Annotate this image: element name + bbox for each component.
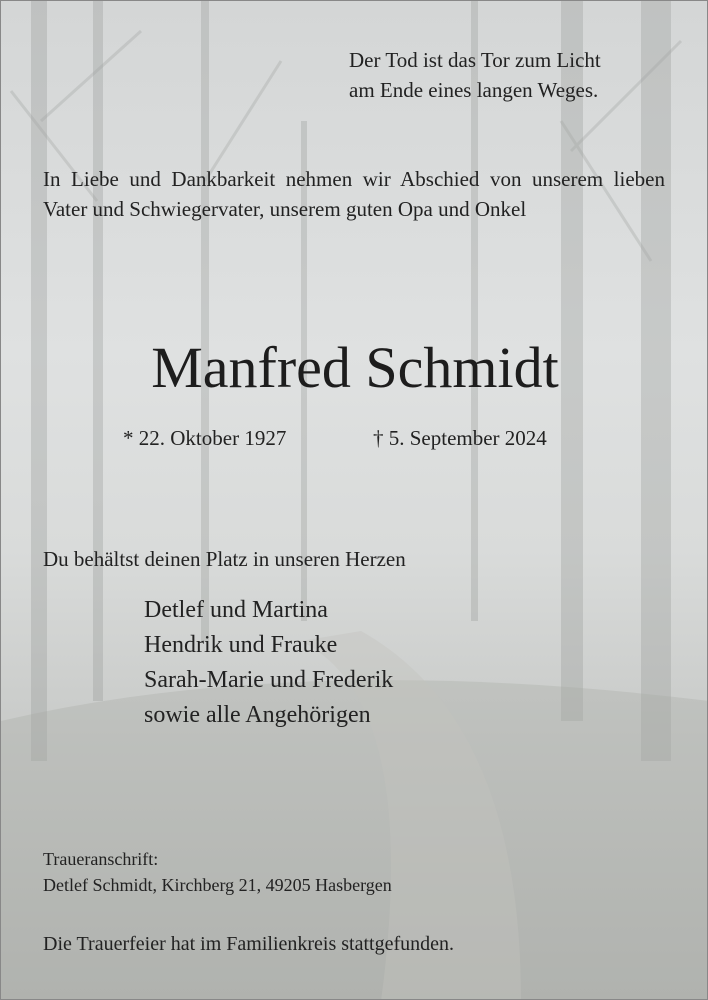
mourner-entry: sowie alle Angehörigen [144,702,371,728]
deceased-name: Manfred Schmidt [151,335,559,400]
address-value: Detlef Schmidt, Kirchberg 21, 49205 Hasbergen [43,875,392,895]
funeral-note: Die Trauerfeier hat im Familienkreis stattgefunden. [43,933,455,955]
closing-line: Du behältst deinen Platz in unseren Herzen [43,547,406,571]
mourners-list [144,593,393,733]
motto-verse [349,45,601,105]
mourner-entry: Hendrik und Frauke [144,632,338,658]
address-label: Traueranschrift: [43,849,159,869]
mourner-entry: Sarah-Marie und Frederik [144,667,394,693]
condolence-address [43,846,392,898]
motto-line: Der Tod ist das Tor zum Licht [349,48,601,72]
motto-line: am Ende eines langen Weges. [349,78,599,102]
death-date: † 5. September 2024 [373,426,547,450]
intro-text: In Liebe und Dankbarkeit nehmen wir Abschied von unserem lieben Vater und Schwiegervater, unserem guten Opa und Onkel [43,167,665,221]
mourner-entry: Detlef und Martina [144,597,328,623]
birth-date: * 22. Oktober 1927 [123,426,287,450]
